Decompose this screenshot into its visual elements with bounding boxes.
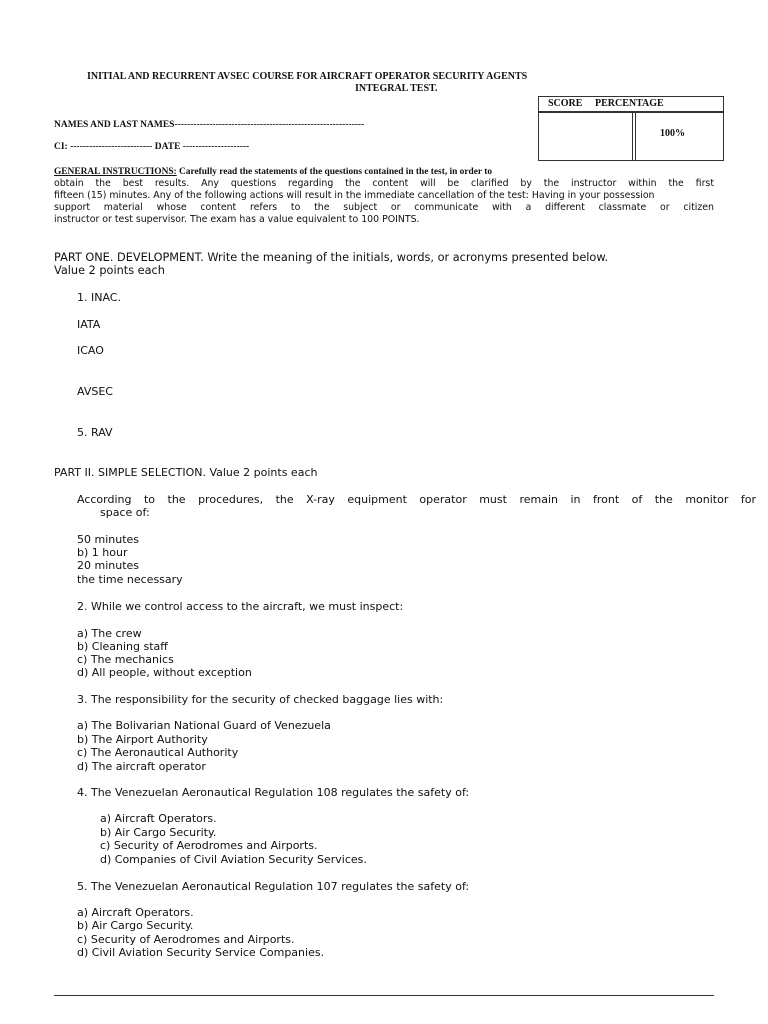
- part1-item: 1. INAC.: [77, 291, 121, 304]
- question-5-option: a) Aircraft Operators.: [77, 906, 194, 919]
- document-title: INITIAL AND RECURRENT AVSEC COURSE FOR AIRCRAFT OPERATOR SECURITY AGENTS: [87, 71, 528, 82]
- question-3-option: d) The aircraft operator: [77, 760, 206, 773]
- percentage-label: PERCENTAGE: [595, 98, 664, 109]
- part1-heading: PART ONE. DEVELOPMENT. Write the meaning of the initials, words, or acronyms presented below.: [54, 251, 609, 264]
- ci-date-field-line: CI: -------------------------- DATE ---------------------: [54, 142, 250, 152]
- instructions-line: instructor or test supervisor. The exam has a value equivalent to 100 POINTS.: [54, 214, 420, 225]
- document-subtitle: INTEGRAL TEST.: [355, 83, 438, 94]
- question-5-option: b) Air Cargo Security.: [77, 919, 194, 932]
- footer-rule: [54, 995, 714, 996]
- question-2-stem: 2. While we control access to the aircraft, we must inspect:: [77, 600, 404, 613]
- question-4-option: c) Security of Aerodromes and Airports.: [100, 839, 318, 852]
- part1-item: IATA: [77, 318, 101, 331]
- question-4-option: a) Aircraft Operators.: [100, 812, 217, 825]
- names-field-line: NAMES AND LAST NAMES------------------------------------------------------------: [54, 120, 365, 130]
- part1-item: ICAO: [77, 344, 104, 357]
- part1-item: AVSEC: [77, 385, 113, 398]
- question-3-option: c) The Aeronautical Authority: [77, 746, 239, 759]
- question-2-option: d) All people, without exception: [77, 666, 252, 679]
- score-table-divider: [632, 111, 636, 160]
- question-4-option: d) Companies of Civil Aviation Security Services.: [100, 853, 367, 866]
- instructions-line: support material whose content refers to the subject or communicate with a different classmate or citizen: [54, 202, 714, 213]
- general-instructions: [54, 166, 714, 226]
- question-2-option: c) The mechanics: [77, 653, 174, 666]
- question-4-stem: 4. The Venezuelan Aeronautical Regulation 108 regulates the safety of:: [77, 786, 470, 799]
- instructions-line: obtain the best results. Any questions regarding the content will be clarified by the instructor within the first: [54, 178, 714, 189]
- instructions-first-line: Carefully read the statements of the questions contained in the test, in order to: [176, 167, 493, 177]
- instructions-line: fifteen (15) minutes. Any of the following actions will result in the immediate cancellation of the test: Having in your possession: [54, 190, 655, 201]
- question-2-option: b) Cleaning staff: [77, 640, 168, 653]
- question-2-option: a) The crew: [77, 627, 142, 640]
- question-5-stem: 5. The Venezuelan Aeronautical Regulation 107 regulates the safety of:: [77, 880, 470, 893]
- question-4-option: b) Air Cargo Security.: [100, 826, 217, 839]
- part1-subheading: Value 2 points each: [54, 264, 165, 277]
- question-1-stem-cont: space of:: [100, 506, 150, 519]
- question-1-option: 50 minutes: [77, 533, 140, 546]
- question-5-option: d) Civil Aviation Security Service Companies.: [77, 946, 325, 959]
- question-1-stem: According to the procedures, the X-ray equipment operator must remain in front of the monitor for: [77, 493, 756, 506]
- question-3-option: b) The Airport Authority: [77, 733, 208, 746]
- question-1-option: b) 1 hour: [77, 546, 128, 559]
- question-1-option: 20 minutes: [77, 559, 140, 572]
- question-1-option: the time necessary: [77, 573, 183, 586]
- part2-heading: PART II. SIMPLE SELECTION. Value 2 points each: [54, 466, 318, 479]
- score-label: SCORE: [548, 98, 583, 109]
- instructions-heading: GENERAL INSTRUCTIONS:: [54, 167, 177, 177]
- percentage-value: 100%: [660, 128, 685, 139]
- question-3-stem: 3. The responsibility for the security of checked baggage lies with:: [77, 693, 444, 706]
- question-3-option: a) The Bolivarian National Guard of Venezuela: [77, 719, 331, 732]
- part1-item: 5. RAV: [77, 426, 113, 439]
- question-5-option: c) Security of Aerodromes and Airports.: [77, 933, 295, 946]
